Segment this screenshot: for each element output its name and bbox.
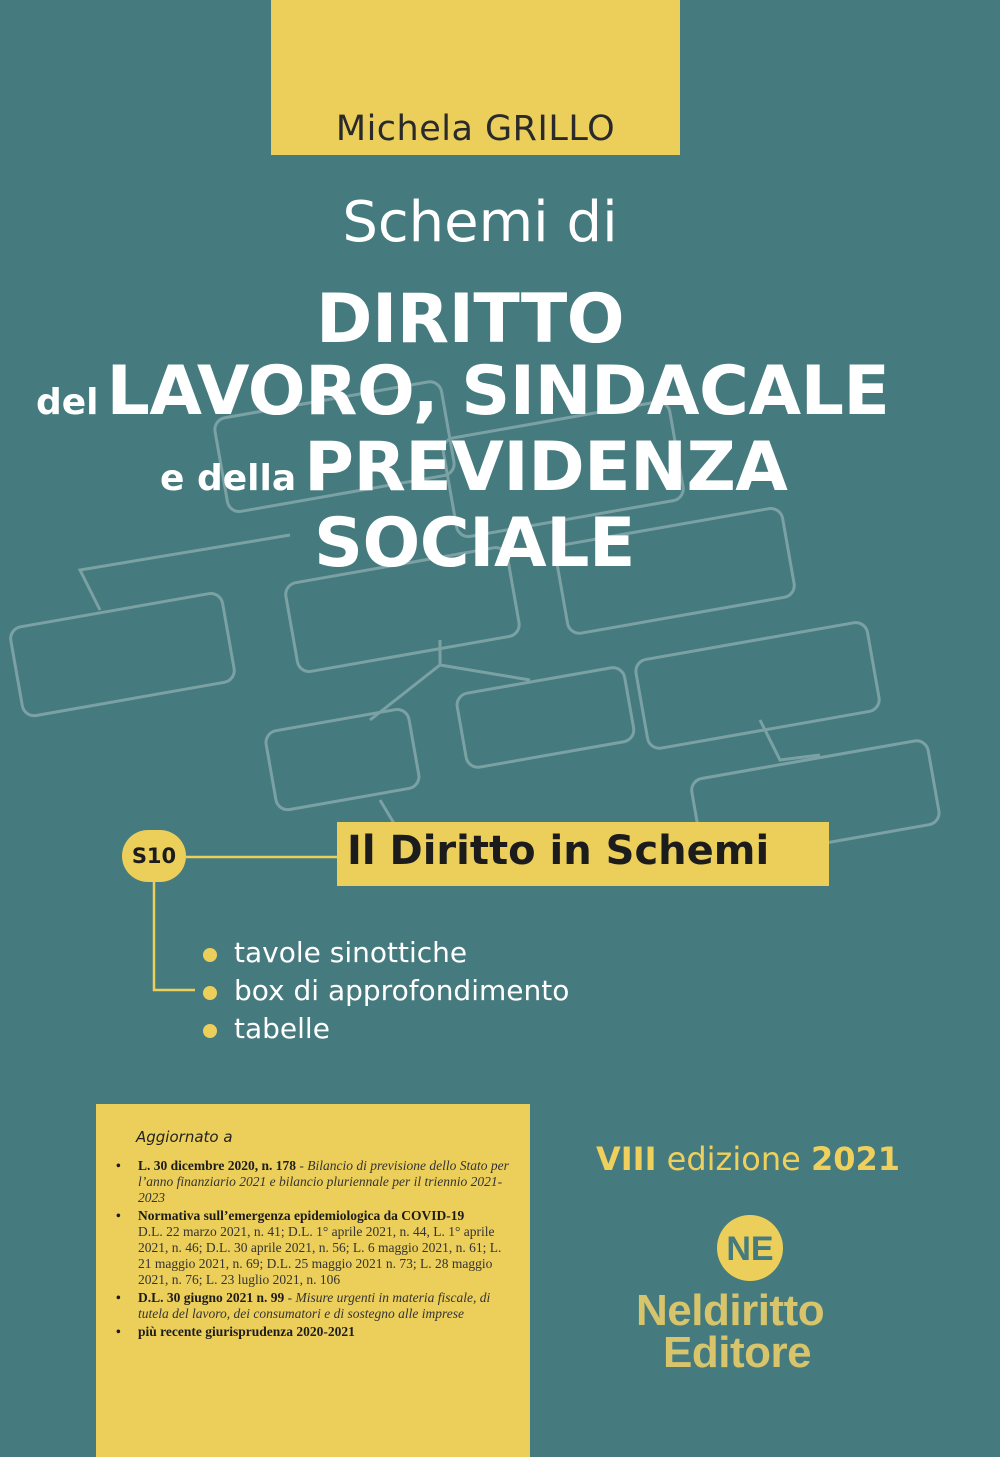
- title-lavoro-sindacale: LAVORO, SINDACALE: [106, 352, 890, 431]
- update-item-detail: - Bilancio di previsione dello Stato per l’anno finanziario 2021 e bilancio pluriennale per il triennio 2021-2023: [138, 1158, 509, 1205]
- author-name: Michela GRILLO: [335, 109, 616, 149]
- edition-number: VIII: [596, 1140, 657, 1178]
- update-item: [114, 1290, 516, 1322]
- edition-label: [596, 1140, 900, 1178]
- series-code-badge: S10: [122, 830, 186, 882]
- bullet-icon: •: [116, 1208, 121, 1223]
- title-e-della: e della: [160, 458, 297, 499]
- bullet-dot-icon: [203, 948, 217, 962]
- feature-item: tavole sinottiche: [234, 936, 468, 969]
- edition-year: 2021: [810, 1140, 901, 1178]
- bullet-dot-icon: [203, 986, 217, 1000]
- title-diritto: DIRITTO: [316, 280, 625, 359]
- update-item-title: Normativa sull’emergenza epidemiologica da COVID-19: [138, 1208, 465, 1223]
- publisher-editore: Editore: [663, 1328, 812, 1377]
- bullet-icon: •: [116, 1290, 121, 1305]
- update-item-title: D.L. 30 giugno 2021 n. 99: [138, 1290, 285, 1305]
- bullet-icon: •: [116, 1324, 121, 1339]
- publisher-name: Neldiritto: [636, 1286, 825, 1335]
- publisher-logo-letters: NE: [726, 1230, 774, 1268]
- bullet-icon: •: [116, 1158, 121, 1173]
- edition-word: edizione: [656, 1140, 811, 1178]
- update-item-title: L. 30 dicembre 2020, n. 178: [138, 1158, 296, 1173]
- title-schemi-di: Schemi di: [342, 190, 618, 255]
- title-previdenza: PREVIDENZA: [304, 428, 788, 507]
- update-item-detail: - Misure urgenti in materia fiscale, di tutela del lavoro, dei consumatori e di sostegno alle imprese: [138, 1290, 491, 1321]
- updates-box: [96, 1104, 530, 1457]
- feature-item: tabelle: [234, 1012, 330, 1045]
- update-item: [114, 1208, 516, 1288]
- updates-list: [114, 1158, 516, 1342]
- bullet-dot-icon: [203, 1024, 217, 1038]
- series-name: Il Diritto in Schemi: [347, 828, 770, 874]
- title-sociale: SOCIALE: [314, 504, 635, 583]
- publisher-logo-icon: [714, 1212, 786, 1284]
- update-item: [114, 1158, 516, 1206]
- update-item-detail: D.L. 22 marzo 2021, n. 41; D.L. 1° aprile 2021, n. 44, L. 1° aprile 2021, n. 46; D.L. 30 aprile 2021, n. 56; L. 6 maggio 2021, n. 61; L. 21 maggio 2021, n. 69; D.L. 25 maggio 2021 n. 73; L. 28 maggio 2021, n. 76; L. 23 luglio 2021, n. 106: [138, 1224, 502, 1287]
- update-item-title: più recente giurisprudenza 2020-2021: [138, 1324, 355, 1339]
- updates-heading: Aggiornato a: [136, 1128, 233, 1146]
- title-del: del: [36, 382, 99, 423]
- feature-item: box di approfondimento: [234, 974, 570, 1007]
- update-item: [114, 1324, 516, 1340]
- series-banner: [337, 822, 829, 886]
